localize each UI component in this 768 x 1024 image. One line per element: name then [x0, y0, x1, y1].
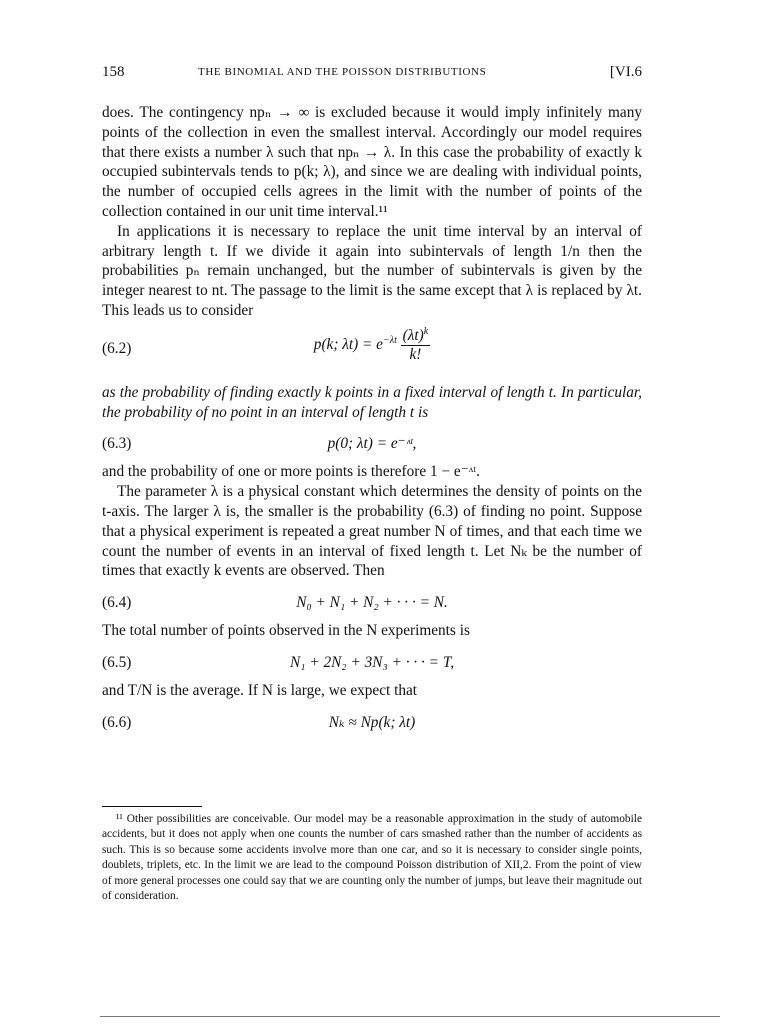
equation-number: (6.2): [102, 339, 132, 357]
fraction-denominator: k!: [409, 345, 422, 363]
equation-6-4: [102, 589, 642, 613]
equation-body: N₀ + N₁ + N₂ + · · · = N.: [296, 594, 448, 612]
equation-number: (6.6): [102, 713, 132, 731]
paragraph-total: The total number of points observed in the N experiments is: [102, 622, 470, 640]
fraction-numerator: [401, 327, 431, 346]
page-bottom-rule: [100, 1016, 720, 1017]
paragraph-average: and T/N is the average. If N is large, we expect that: [102, 681, 418, 699]
equation-6-6: [102, 709, 642, 733]
fraction: [401, 327, 431, 364]
numerator-base: (λt): [402, 326, 424, 344]
page-number: 158: [102, 64, 125, 80]
footnote-11: ¹¹ Other possibilities are conceivable. Our model may be a reasonable approximation in the study of automobile accidents, but it does not apply when one counts the number of cars smashed rather than the number of accidents as such. This is so because some accidents involve more than one car, and so it is necessary to consider single points, doublets, triplets, etc. In the limit we are lead to the compound Poisson distribution of XII,2. From the point of view of more general processes one could say that we are counting only the number of jumps, but leave their magnitude out of consideration.: [102, 813, 642, 903]
equation-number: (6.5): [102, 653, 132, 671]
equation-body: p(0; λt) = e⁻ᶺᵗ,: [327, 435, 417, 453]
equation-6-2: [102, 327, 642, 371]
paragraph-italic-statement: as the probability of finding exactly k points in a fixed interval of length t. In particular, the probability of no point in an interval of length t is: [102, 383, 642, 421]
equation-body: N₁ + 2N₂ + 3N₃ + · · · = T,: [289, 653, 455, 671]
running-head-title: THE BINOMIAL AND THE POISSON DISTRIBUTIONS: [198, 66, 487, 78]
equation-body: Nₖ ≈ Np(k; λt): [328, 713, 416, 731]
equation-number: (6.4): [102, 594, 132, 612]
running-header: [102, 64, 642, 86]
paragraph-applications: In applications it is necessary to replace the unit time interval by an interval of arbitrary length t. If we divide it again into subintervals of length 1/n then the probabilities pₙ remain unchanged, but the number of subintervals is given by the integer nearest to nt. The passage to the limit is the same except that λ is replaced by λt. This leads us to consider: [102, 222, 642, 319]
paragraph-one-or-more: and the probability of one or more points is therefore 1 − e⁻ᶺᵗ.: [102, 463, 480, 481]
equation-6-3: [102, 430, 642, 454]
equation-lhs: p(k; λt) = e: [313, 335, 383, 353]
footnote-divider: [102, 806, 202, 807]
numerator-exponent: k: [423, 325, 429, 337]
equation-number: (6.3): [102, 435, 132, 453]
paragraph-continuation: does. The contingency npₙ → ∞ is excluded because it would imply infinitely many points of the collection in even the smallest interval. Accordingly our model requires that there exists a number λ such that npₙ → λ. In this case the probability of exactly k occupied subintervals tends to p(k; λ), and since we are dealing with individual points, the number of occupied cells agrees in the limit with the number of points of the collection contained in our unit time interval.¹¹: [102, 104, 642, 220]
equation-body: [102, 327, 642, 364]
page-body: [102, 103, 642, 741]
exponent: −λt: [382, 334, 397, 346]
paragraph-parameter: The parameter λ is a physical constant which determines the density of points on the t-axis. The larger λ is, the smaller is the probability (6.3) of finding no point. Suppose that a physical experiment is repeated a great number N of times, and that each time we count the number of events in an interval of fixed length t. Let Nₖ be the number of times that exactly k events are observed. Then: [102, 483, 642, 580]
section-marker: [VI.6: [609, 64, 642, 80]
equation-6-5: [102, 649, 642, 673]
